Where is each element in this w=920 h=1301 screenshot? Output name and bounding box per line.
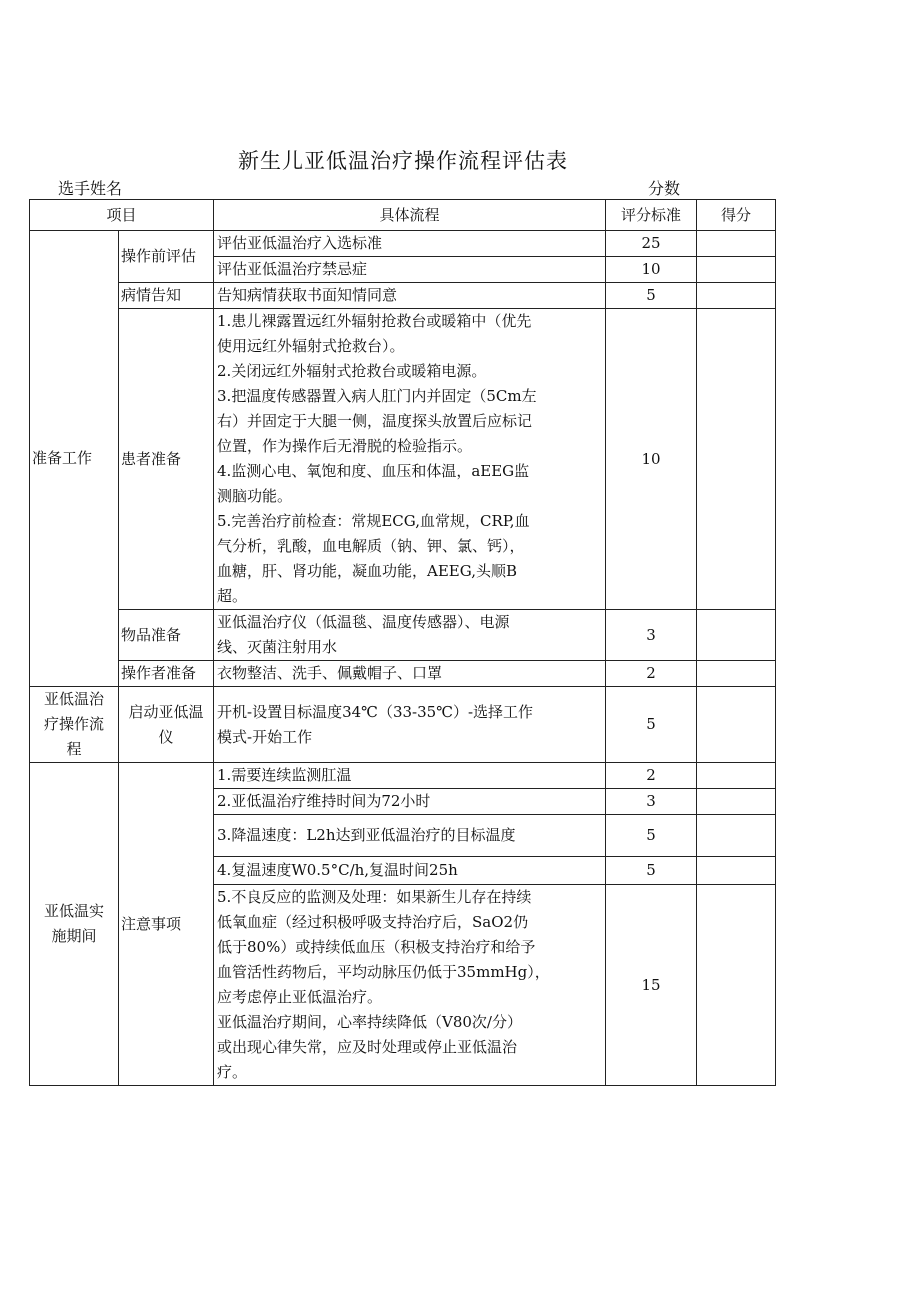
- process-line: 2.关闭远红外辐射式抢救台或暖箱电源。: [217, 362, 487, 380]
- process-cell: 4.复温速度W0.5°C/h,复温时间25h: [214, 857, 606, 885]
- section-implementation: [30, 763, 119, 1086]
- process-cell: [214, 885, 606, 1086]
- table-row: [30, 610, 776, 661]
- process-cell: 2.亚低温治疗维持时间为72小时: [214, 789, 606, 815]
- process-cell: 告知病情获取书面知情同意: [214, 283, 606, 309]
- process-line: 开机-设置目标温度34℃（33-35℃）-选择工作: [217, 702, 534, 721]
- section-procedure: [30, 687, 119, 763]
- process-line: 线、灭菌注射用水: [217, 638, 338, 656]
- score-input-cell[interactable]: [697, 661, 776, 687]
- section-line: 疗操作流: [43, 715, 104, 733]
- table-header-row: [30, 200, 776, 231]
- section-line: 施期间: [51, 927, 97, 945]
- process-line: 应考虑停止亚低温治疗。: [217, 988, 383, 1006]
- process-line: 低氧血症（经过积极呼吸支持治疗后，SaO2仍: [217, 913, 529, 931]
- header-item: 项目: [30, 200, 214, 231]
- process-line: 亚低温治疗仪（低温毯、温度传感器）、电源: [217, 613, 510, 631]
- process-line: 疗。: [217, 1063, 248, 1081]
- points-cell: 2: [606, 661, 697, 687]
- process-line: 或出现心律失常，应及时处理或停止亚低温治: [217, 1038, 518, 1056]
- score-input-cell[interactable]: [697, 687, 776, 763]
- process-cell: 1.需要连续监测肛温: [214, 763, 606, 789]
- page-title: 新生儿亚低温治疗操作流程评估表: [238, 149, 568, 173]
- table-row: [30, 283, 776, 309]
- process-line: 4.监测心电、氧饱和度、血压和体温，aEEG监: [217, 462, 530, 480]
- process-line: 亚低温治疗期间，心率持续降低（V80次/分）: [217, 1013, 522, 1031]
- score-input-cell[interactable]: [697, 283, 776, 309]
- process-line: 5.不良反应的监测及处理：如果新生儿存在持续: [217, 888, 532, 906]
- score-input-cell[interactable]: [697, 763, 776, 789]
- score-label: 分数: [648, 179, 681, 198]
- group-line: 仪: [158, 727, 174, 746]
- group-supplies-prep: 物品准备: [119, 610, 214, 661]
- process-line: 测脑功能。: [217, 487, 293, 505]
- section-line: 程: [66, 740, 82, 758]
- group-start-device: [119, 687, 214, 763]
- group-operator-prep: 操作者准备: [119, 661, 214, 687]
- process-line: 超。: [217, 587, 248, 605]
- table-row: [30, 661, 776, 687]
- points-cell: 5: [606, 857, 697, 885]
- section-line: 亚低温治: [43, 690, 104, 708]
- process-line: 3.把温度传感器置入病人肛门内并固定（5Cm左: [217, 387, 537, 405]
- process-cell: 3.降温速度：L2h达到亚低温治疗的目标温度: [214, 815, 606, 857]
- process-line: 1.患儿裸露置远红外辐射抢救台或暖箱中（优先: [217, 312, 532, 330]
- points-cell: 10: [606, 257, 697, 283]
- header-score: 得分: [697, 200, 776, 231]
- section-prep: 准备工作: [30, 231, 119, 687]
- process-line: 血糖，肝、肾功能，凝血功能，AEEG,头顺B: [217, 562, 517, 580]
- contestant-name-label: 选手姓名: [58, 179, 123, 198]
- score-input-cell[interactable]: [697, 857, 776, 885]
- points-cell: 3: [606, 789, 697, 815]
- process-cell: 衣物整洁、洗手、佩戴帽子、口罩: [214, 661, 606, 687]
- score-input-cell[interactable]: [697, 885, 776, 1086]
- score-input-cell[interactable]: [697, 815, 776, 857]
- process-line: 气分析，乳酸，血电解质（钠、钾、氯、钙），: [217, 537, 525, 555]
- table-row: [30, 231, 776, 257]
- table-row: [30, 763, 776, 789]
- table-row: [30, 687, 776, 763]
- process-cell: [214, 610, 606, 661]
- process-line: 右）并固定于大腿一侧，温度探头放置后应标记: [217, 412, 533, 430]
- points-cell: 2: [606, 763, 697, 789]
- header-standard: 评分标准: [606, 200, 697, 231]
- header-process: 具体流程: [214, 200, 606, 231]
- points-cell: 25: [606, 231, 697, 257]
- process-line: 模式-开始工作: [217, 727, 313, 746]
- score-input-cell[interactable]: [697, 309, 776, 610]
- process-cell: 评估亚低温治疗入选标准: [214, 231, 606, 257]
- process-line: 血管活性药物后，平均动脉压仍低于35mmHg），: [217, 963, 550, 981]
- evaluation-table: [29, 199, 776, 1086]
- score-input-cell[interactable]: [697, 610, 776, 661]
- points-cell: 3: [606, 610, 697, 661]
- points-cell: 15: [606, 885, 697, 1086]
- points-cell: 5: [606, 283, 697, 309]
- process-line: 5.完善治疗前检查：常规ECG,血常规，CRP,血: [217, 512, 530, 530]
- group-patient-prep: 患者准备: [119, 309, 214, 610]
- group-line: 启动亚低温: [128, 702, 204, 721]
- section-line: 亚低温实: [43, 902, 104, 920]
- process-cell: [214, 687, 606, 763]
- process-line: 位置，作为操作后无滑脱的检验指示。: [217, 437, 473, 455]
- score-input-cell[interactable]: [697, 231, 776, 257]
- score-input-cell[interactable]: [697, 257, 776, 283]
- score-input-cell[interactable]: [697, 789, 776, 815]
- points-cell: 5: [606, 687, 697, 763]
- process-cell: 评估亚低温治疗禁忌症: [214, 257, 606, 283]
- process-cell: [214, 309, 606, 610]
- group-notification: 病情告知: [119, 283, 214, 309]
- group-precautions: 注意事项: [119, 763, 214, 1086]
- process-line: 低于80%）或持续低血压（积极支持治疗和给予: [217, 938, 536, 956]
- group-pre-assessment: 操作前评估: [119, 231, 214, 283]
- points-cell: 10: [606, 309, 697, 610]
- process-line: 使用远红外辐射式抢救台）。: [217, 337, 405, 355]
- table-row: [30, 309, 776, 610]
- points-cell: 5: [606, 815, 697, 857]
